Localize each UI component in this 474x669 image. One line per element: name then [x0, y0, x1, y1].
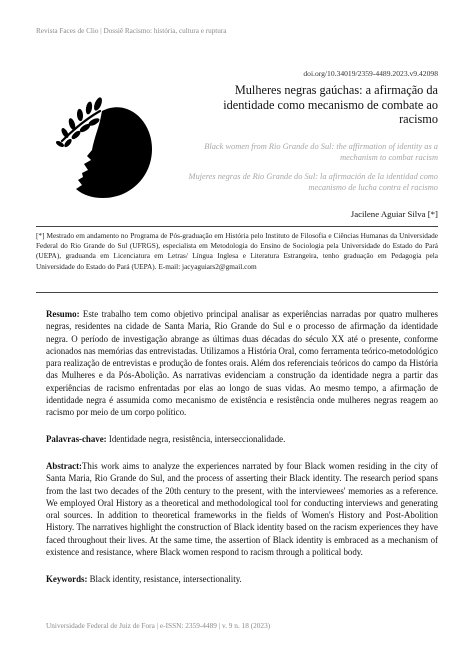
keywords-label: Keywords: [46, 574, 88, 584]
resumo-text: Este trabalho tem como objetivo principal analisar as experiências narradas por quatro mulheres negras, residentes na cidade de Santa Maria, Rio Grande do Sul e o processo de afirmação da identidade negra. O período de investigação abrange as últimas duas décadas do século XX até o presente, conforme acionados nas memórias das entrevistadas. Utilizamos a História Oral, como ferramenta teórico-metodológico para realização de entrevistas e produção de fontes orais. Além dos referenciais teóricos do campo da História das Mulheres e da Pós-Abolição. As narrativas evidenciam a construção da identidade negra a partir das experiências de racismo enfrentadas por elas ao longo de suas vidas. Ao mesmo tempo, a afirmação de identidade negra é assumida como mecanismo de existência e resistência onde mulheres negras reagem ao racismo por meio de um corpo político. [46, 309, 438, 418]
running-header: Revista Faces de Clio | Dossiê Racismo: história, cultura e ruptura [36, 27, 227, 35]
palavras-chave-label: Palavras-chave: [46, 434, 107, 444]
abstract-text: This work aims to analyze the experiences narrated by four Black women residing in the city of Santa Maria, Rio Grande do Sul, and the process of asserting their Black identity. The research period spans from the last two decades of the 20th century to the present, with the interviewees' memories as a reference. We employed Oral History as a theoretical and methodological tool for conducting interviews and generating oral sources. In addition to theoretical frameworks in the fields of Women's History and Post-Abolition History. The narratives highlight the construction of Black identity based on the racism experiences they have faced throughout their lives. At the same time, the assertion of Black identity is embraced as a mechanism of existence and resistance, where Black women respond to racism through a political body. [46, 461, 438, 558]
abstract-label: Abstract: [46, 461, 82, 471]
keywords-text: Black identity, resistance, intersectionality. [87, 574, 242, 584]
resumo-label: Resumo: [46, 309, 80, 319]
resumo-section [46, 308, 438, 419]
journal-logo-icon [54, 81, 156, 201]
abstract-section [46, 460, 438, 558]
page-footer: Universidade Federal de Juiz de Fora | e-ISSN: 2359-4489 | v. 9 n. 18 (2023) [46, 621, 271, 630]
article-title-english: Black women from Rio Grande do Sul: the affirmation of identity as a mechanism to combat racism [204, 142, 438, 162]
author-name: Jacilene Aguiar Silva [*] [350, 209, 438, 219]
palavras-chave-section [46, 433, 438, 445]
doi-link[interactable]: doi.org/10.34019/2359-4489.2023.v9.42098 [303, 69, 438, 78]
author-footnote: [*] Mestrado em andamento no Programa de Pós-graduação em História pelo Instituto de Filosofia e Ciências Humanas da Universidade Federal do Rio Grande do Sul (UFRGS), especialista em Metodologia do Ensino de Sociologia pela Universidade do Estado do Pará (UEPA), graduanda em Licenciatura em Letras/ Língua Inglesa e Literatura Estrangeira, tenho graduação em Pedagogia pela Universidade do Estado do Pará (UEPA). E-mail: jacyaguiars2@gmail.com [36, 231, 438, 271]
divider-top [36, 226, 438, 227]
palavras-chave-text: Identidade negra, resistência, interseccionalidade. [106, 434, 286, 444]
article-title-spanish: Mujeres negras de Rio Grande do Sul: la afirmación de la identidad como mecanismo de lucha contra el racismo [188, 172, 438, 192]
divider-bottom [36, 292, 438, 293]
article-title: Mulheres negras gaúchas: a afirmação da identidade como mecanismo de combate ao racismo [223, 83, 438, 126]
keywords-section [46, 573, 438, 585]
